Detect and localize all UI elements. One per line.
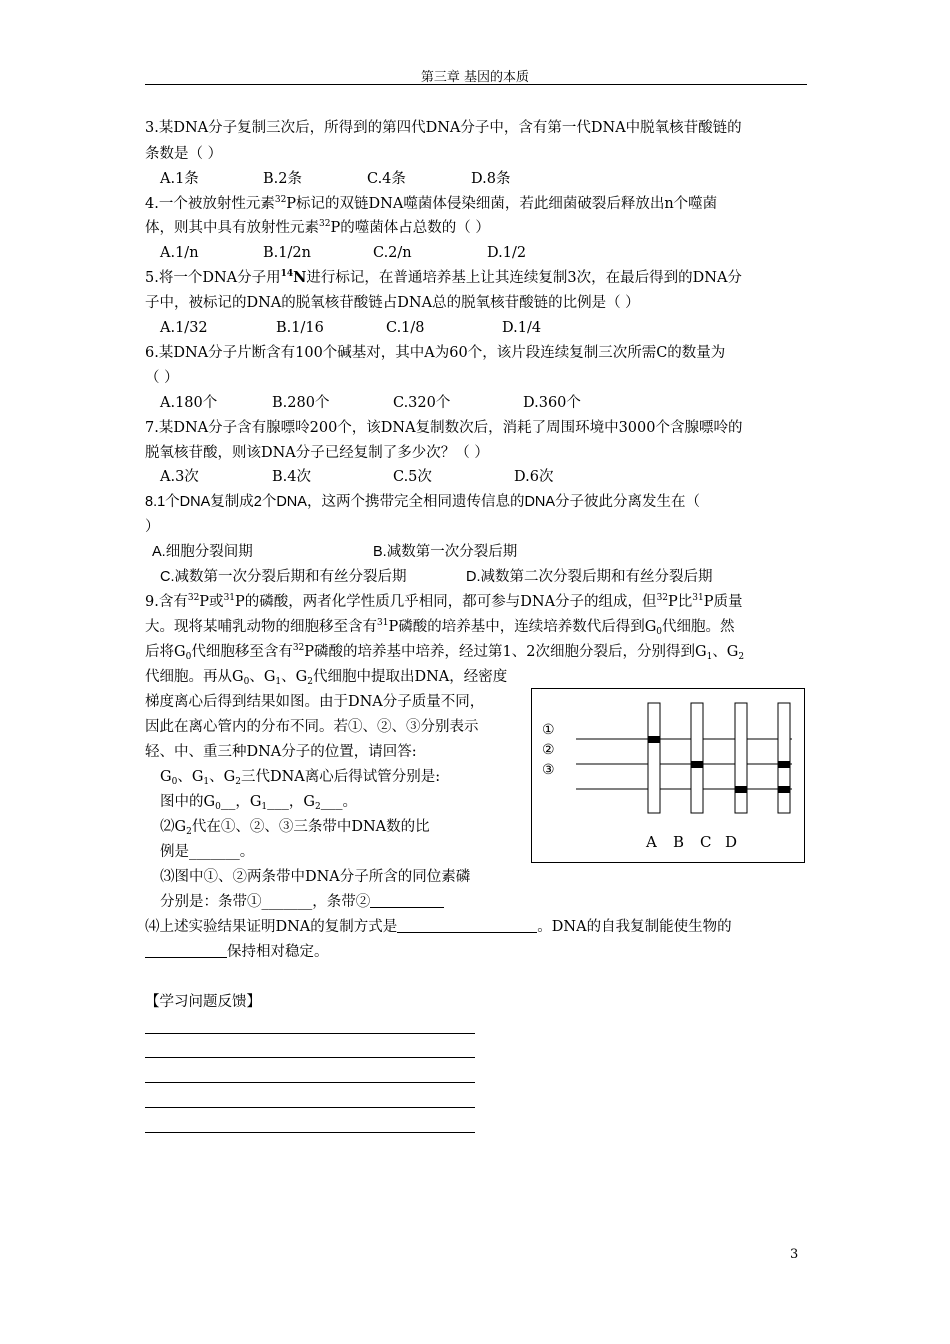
q8-option-d: D.减数第二次分裂后期和有丝分裂后期: [466, 569, 713, 585]
q6-option-d: D.360个: [523, 395, 581, 411]
q9-line12: ⑶图中①、②两条带中DNA分子所含的同位素磷: [160, 869, 471, 885]
q5-option-c: C.1/8: [386, 320, 425, 336]
tube-label-d: D: [725, 833, 738, 851]
q5-option-a: A.1/32: [160, 320, 208, 336]
q7-option-b: B.4次: [272, 469, 311, 485]
q7-line1: 7.某DNA分子含有腺嘌呤200个，该DNA复制数次后，消耗了周围环境中3000个含腺嘌呤的: [145, 420, 743, 436]
q8-option-b: B.减数第一次分裂后期: [373, 544, 518, 560]
tube-label-b: B: [673, 833, 685, 851]
q9-line11: 例是_______。: [160, 844, 255, 860]
q3-line2: 条数是（ ）: [145, 146, 223, 162]
q4-line1: 4.一个被放射性元素$^{32}$P标记的双链DNA噬菌体侵染细菌，若此细菌破裂后释放出n个噬菌: [145, 195, 718, 212]
feedback-line-2[interactable]: [145, 1057, 475, 1058]
header-rule: [145, 84, 807, 85]
band2-blank[interactable]: [370, 893, 444, 908]
q9-line6: 因此在离心管内的分布不同。若①、②、③分别表示: [145, 719, 479, 735]
q7-option-a: A.3次: [160, 469, 199, 485]
feedback-line-1[interactable]: [145, 1033, 475, 1034]
q7-line2: 脱氧核苷酸，则该DNA分子已经复制了多少次？（ ）: [145, 445, 489, 461]
tube-label-c: C: [700, 833, 712, 851]
q6-line2: （ ）: [145, 370, 179, 386]
feedback-line-5[interactable]: [145, 1132, 475, 1133]
q9-line2: 大。现将某哺乳动物的细胞移至含有$^{31}$P磷酸的培养基中，连续培养数代后得到$G_0$代细胞。然: [145, 618, 735, 637]
q8-option-a: A.细胞分裂间期: [152, 544, 253, 560]
replication-mode-blank[interactable]: [397, 918, 537, 933]
marker-3: ③: [542, 762, 555, 778]
q4-line2: 体，则其中具有放射性元素$^{32}$P的噬菌体占总数的（ ）: [145, 219, 490, 236]
q9-line15: 保持相对稳定。: [145, 942, 329, 962]
q5-option-b: B.1/16: [276, 320, 324, 336]
q7-option-c: C.5次: [393, 469, 432, 485]
centrifuge-svg: [532, 689, 804, 862]
feedback-line-3[interactable]: [145, 1082, 475, 1083]
q6-line1: 6.某DNA分子片断含有100个碱基对，其中A为60个，该片段连续复制三次所需C的数量为: [145, 345, 726, 361]
tube-a: [648, 703, 660, 813]
q4-option-b: B.1/2n: [263, 245, 311, 261]
q9-line5: 梯度离心后得到结果如图。由于DNA分子质量不同，: [145, 694, 485, 710]
q9-line14: ⑷上述实验结果证明DNA的复制方式是 。DNA的自我复制能使生物的: [145, 919, 732, 935]
stability-blank[interactable]: [145, 943, 227, 958]
centrifuge-diagram: [531, 688, 805, 863]
q3-option-a: A.1条: [160, 171, 199, 187]
q9-line3: 后将$G_0$代细胞移至含有$^{32}$P磷酸的培养基中培养，经过第1、2次细胞分裂后，分别得到$G_1$、$G_2$: [145, 643, 745, 662]
q8-option-c: C.减数第一次分裂后期和有丝分裂后期: [160, 569, 407, 585]
tube-d-band-medium: [778, 761, 790, 768]
q9-line9: 图中的$G_0\_\_$，$G_1\_\_\_$，$G_2\_\_\_$。: [160, 794, 357, 812]
q9-line4: 代细胞。再从$G_0$、$G_1$、$G_2$代细胞中提取出DNA，经密度: [145, 669, 508, 687]
marker-2: ②: [542, 742, 555, 758]
q9-line7: 轻、中、重三种DNA分子的位置，请回答:: [145, 744, 417, 760]
q3-option-b: B.2条: [263, 171, 302, 187]
q4-option-a: A.1/n: [160, 245, 199, 261]
feedback-line-4[interactable]: [145, 1107, 475, 1108]
q7-option-d: D.6次: [514, 469, 554, 485]
q4-option-c: C.2/n: [373, 245, 412, 261]
q4-option-d: D.1/2: [487, 245, 527, 261]
q3-line1: 3.某DNA分子复制三次后，所得到的第四代DNA分子中，含有第一代DNA中脱氧核苷酸链的: [145, 120, 742, 136]
page-header: 第三章 基因的本质: [420, 70, 530, 85]
tube-c-band-heavy: [735, 786, 747, 793]
tube-label-a: A: [646, 833, 657, 851]
q8-line1: 8.1个DNA复制成2个DNA，这两个携带完全相同遗传信息的DNA分子彼此分离发生在（: [145, 494, 701, 510]
q6-option-b: B.280个: [272, 395, 330, 411]
tube-a-band-light: [648, 736, 660, 743]
tube-d: [778, 703, 790, 813]
q6-option-a: A.180个: [160, 395, 218, 411]
q8-line2: ）: [145, 519, 160, 535]
tube-b: [691, 703, 703, 813]
tube-c: [735, 703, 747, 813]
q5-line1: 5.将一个DNA分子用$^{14}$N进行标记，在普通培养基上让其连续复制3次，在最后得到的DNA分: [145, 269, 742, 286]
q9-line1: 9.含有$^{32}$P或$^{31}$P的磷酸，两者化学性质几乎相同，都可参与DNA分子的组成，但$^{32}$P比$^{31}$P质量: [145, 593, 743, 610]
marker-1: ①: [542, 722, 555, 738]
q9-line13: 分别是：条带①_______，条带②: [160, 892, 444, 912]
q5-line2: 子中，被标记的DNA的脱氧核苷酸链占DNA总的脱氧核苷酸链的比例是（ ）: [145, 295, 640, 311]
q9-line8: $G_0$、$G_1$、$G_2$三代DNA离心后得试管分别是:: [160, 769, 441, 787]
feedback-title: 【学习问题反馈】: [145, 994, 261, 1010]
q3-option-d: D.8条: [471, 171, 511, 187]
q6-option-c: C.320个: [393, 395, 451, 411]
q3-option-c: C.4条: [367, 171, 406, 187]
tube-d-band-heavy: [778, 786, 790, 793]
page-number: 3: [790, 1247, 799, 1262]
q5-option-d: D.1/4: [502, 320, 542, 336]
tube-b-band-medium: [691, 761, 703, 768]
q9-line10: $⑵G_2$代在①、②、③三条带中DNA数的比: [160, 819, 430, 837]
